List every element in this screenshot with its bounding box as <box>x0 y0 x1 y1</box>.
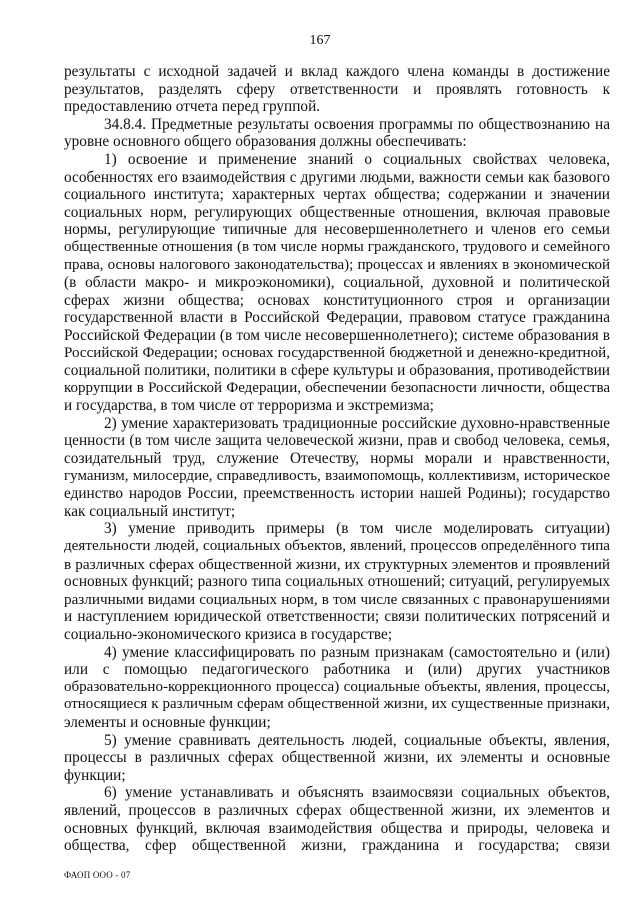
text-line: общества, сфер общественной жизни, гражданина и государства; связи <box>64 837 610 855</box>
text-line: социальных норм, регулирующих общественные отношения, включая правовые <box>64 203 610 221</box>
text-line: явлений, процессов в различных сферах общественной жизни, их элементов и <box>64 801 610 819</box>
text-line: (в области макро- и микроэкономики), социальной, духовной и политической <box>64 274 610 292</box>
text-line: основных функций; разного типа социальных отношений; ситуаций, регулируемых <box>64 573 610 591</box>
text-line: различными видами социальных норм, в том числе связанных с правонарушениями <box>64 590 610 608</box>
text-line: 1) освоение и применение знаний о социальных свойствах человека, <box>104 150 610 168</box>
text-line: и наступлением юридической ответственности; связи политических потрясений и <box>64 608 610 626</box>
text-line: основных функций, включая взаимодействия общества и природы, человека и <box>64 819 610 837</box>
text-line: процессы в различных сферах общественной жизни, их элементы и основные <box>64 749 610 767</box>
text-line: и государства, в том числе от терроризма и экстремизма; <box>64 397 434 415</box>
text-line: созидательный труд, служение Отечеству, нормы морали и нравственности, <box>64 450 610 468</box>
text-line: результатов, разделять сферу ответственности и проявлять готовность к <box>64 80 610 98</box>
text-line: единство народов России, преемственность истории нашей Родины); государство <box>64 485 610 503</box>
text-line: особенностях его взаимодействия с другими людьми, важности семьи как базового <box>64 168 610 186</box>
text-line: коррупции в Российской Федерации, обеспечении безопасности личности, общества <box>64 379 610 396</box>
text-line: как социальный институт; <box>64 502 236 520</box>
text-line: 4) умение классифицировать по разным признакам (самостоятельно и (или) <box>104 643 610 661</box>
body-text <box>64 63 610 855</box>
text-line: Российской Федерации (в том числе несовершеннолетнего); системе образования в <box>64 326 610 344</box>
text-line: ценности (в том числе защита человеческой жизни, прав и свобод человека, семья, <box>64 432 610 450</box>
text-line: результаты с исходной задачей и вклад каждого члена команды в достижение <box>64 63 610 80</box>
text-line: 6) умение устанавливать и объяснять взаимосвязи социальных объектов, <box>104 784 610 802</box>
text-line: сферах жизни общества; основах конституционного строя и организации <box>64 291 610 309</box>
text-line: общественные отношения (в том числе нормы гражданского, трудового и семейного <box>64 238 610 255</box>
text-line: относящиеся к различным сферам общественной жизни, их существенные признаки, <box>64 696 610 713</box>
text-line: предоставлению отчета перед группой. <box>64 98 321 116</box>
text-line: социально-экономического кризиса в государстве; <box>64 626 393 643</box>
text-line: 34.8.4. Предметные результаты освоения программы по обществознанию на <box>104 115 610 133</box>
text-line: нормы, регулирующие типичные для несовершеннолетнего и членов его семьи <box>64 221 610 239</box>
page-number: 167 <box>309 33 331 48</box>
text-line: социального института; характерных чертах общества; содержании и значении <box>64 186 610 204</box>
text-line: Российской Федерации; основах государственной бюджетной и денежно-кредитной, <box>64 344 610 361</box>
text-line: 5) умение сравнивать деятельность людей, социальные объекты, явления, <box>104 731 610 749</box>
text-line: права, основы налогового законодательства); процессах и явлениях в экономической <box>64 256 610 273</box>
footer-doc-code: ФАОП ООО - 07 <box>64 870 131 880</box>
text-line: уровне основного общего образования должны обеспечивать: <box>64 133 467 151</box>
text-line: 3) умение приводить примеры (в том числе моделировать ситуации) <box>104 520 610 538</box>
text-line: в различных сферах общественной жизни, их структурных элементов и проявлений <box>64 555 610 573</box>
text-line: элементы и основные функции; <box>64 713 271 731</box>
text-line: гуманизм, милосердие, справедливость, взаимопомощь, коллективизм, историческое <box>64 467 610 484</box>
text-line: или с помощью педагогического работника и (или) других участников <box>64 661 610 679</box>
text-line: функции; <box>64 766 126 784</box>
text-line: государственной власти в Российской Федерации, правовом статусе гражданина <box>64 309 610 327</box>
text-line: образовательно-коррекционного процесса) социальные объекты, явления, процессы, <box>64 678 610 695</box>
text-line: деятельности людей, социальных объектов, явлений, процессов определённого типа <box>64 538 610 555</box>
text-line: социальной политики, политики в сфере культуры и образования, противодействии <box>64 362 610 380</box>
text-line: 2) умение характеризовать традиционные российские духовно-нравственные <box>104 414 610 432</box>
